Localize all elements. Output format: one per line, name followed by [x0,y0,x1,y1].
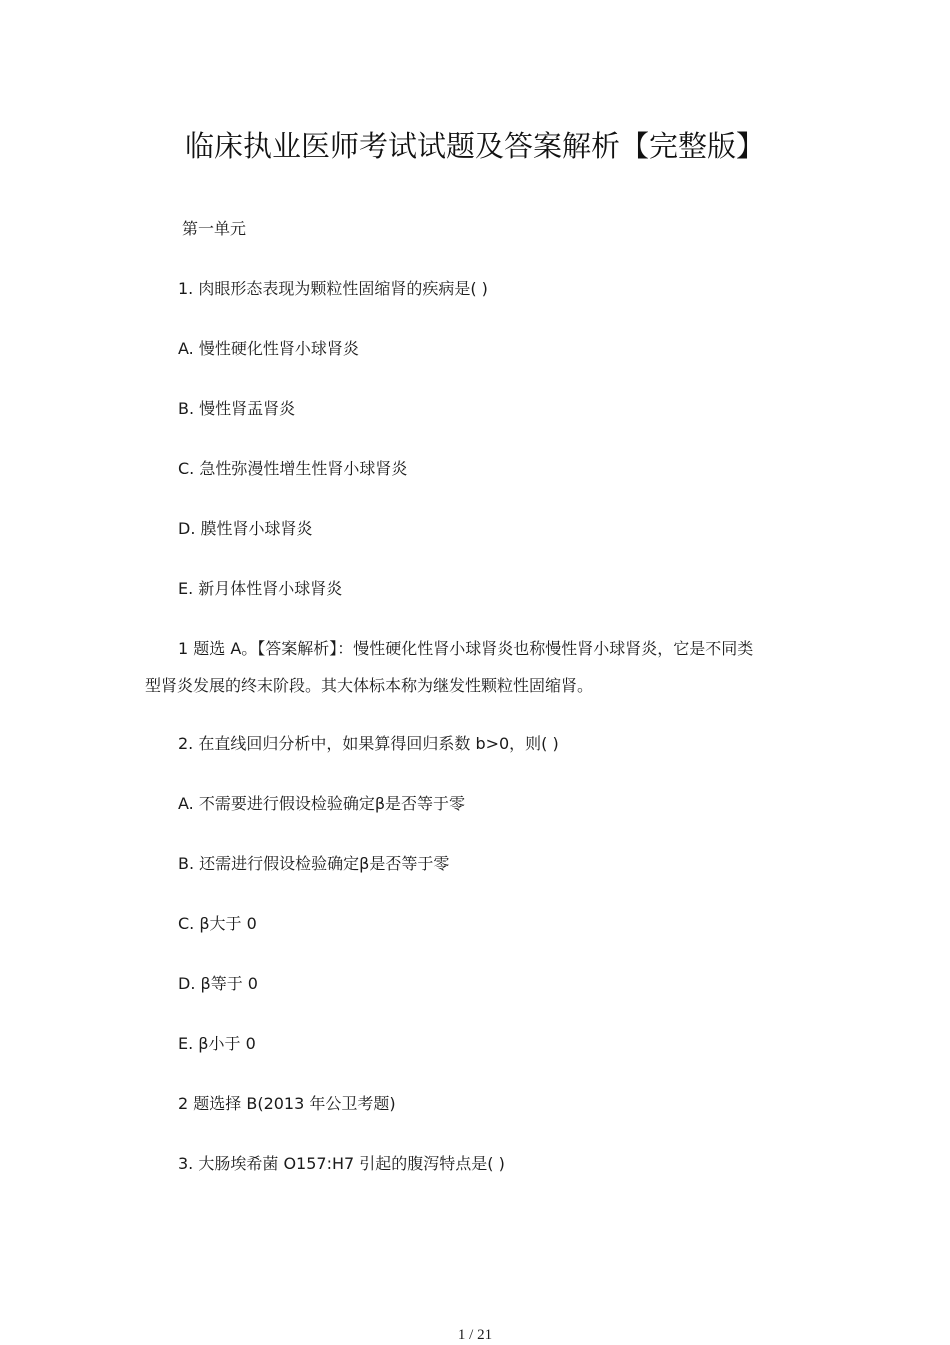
q1-answer-explanation [145,630,805,704]
q1-answer-line-2: 型肾炎发展的终末阶段。其大体标本称为继发性颗粒性固缩肾。 [145,676,594,695]
document-title: 临床执业医师考试试题及答案解析【完整版】 [184,129,765,163]
q2-option-e: E. β小于 0 [178,1034,256,1053]
q1-option-a: A. 慢性硬化性肾小球肾炎 [178,339,359,358]
question-2: 2. 在直线回归分析中，如果算得回归系数 b>0，则( ) [178,734,559,753]
question-1: 1. 肉眼形态表现为颗粒性固缩肾的疾病是( ) [178,279,488,298]
q1-option-d: D. 膜性肾小球肾炎 [178,519,313,538]
question-3: 3. 大肠埃希菌 O157:H7 引起的腹泻特点是( ) [178,1154,505,1173]
q1-option-b: B. 慢性肾盂肾炎 [178,399,296,418]
q1-option-e: E. 新月体性肾小球肾炎 [178,579,343,598]
page-number: 1 / 21 [457,1327,493,1343]
q2-answer: 2 题选择 B(2013 年公卫考题) [178,1094,396,1113]
q1-answer-line-1: 1 题选 A。【答案解析】：慢性硬化性肾小球肾炎也称慢性肾小球肾炎，它是不同类 [178,639,754,658]
q1-option-c: C. 急性弥漫性增生性肾小球肾炎 [178,459,408,478]
q2-option-b: B. 还需进行假设检验确定β是否等于零 [178,854,450,873]
q2-option-a: A. 不需要进行假设检验确定β是否等于零 [178,794,466,813]
q2-option-d: D. β等于 0 [178,974,258,993]
section-heading: 第一单元 [182,219,247,238]
q2-option-c: C. β大于 0 [178,914,257,933]
